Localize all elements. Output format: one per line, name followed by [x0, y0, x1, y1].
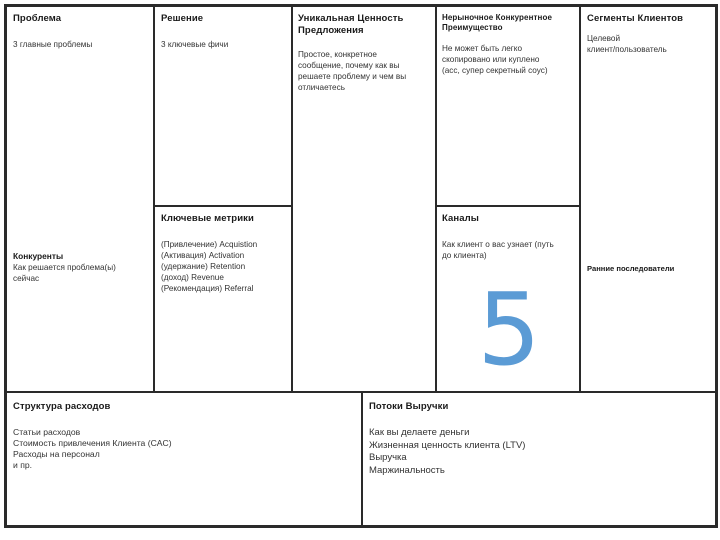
unfair-advantage-block [436, 6, 580, 206]
key-metrics-block [154, 206, 292, 392]
uvp-text: Простое, конкретное сообщение, почему как вы решаете проблему и чем вы отличаетесь [298, 50, 407, 92]
uvp-block [292, 6, 436, 392]
problem-title: Проблема [13, 13, 62, 24]
cost-structure-text: Статьи расходов Стоимость привлечения Клиента (CAC) Расходы на персонал и пр. [13, 427, 172, 470]
channels-title: Каналы [442, 213, 479, 224]
solution-text: 3 ключевые фичи [161, 40, 229, 49]
cost-structure-block [6, 392, 362, 526]
unfair-advantage-title: Нерыночное Конкурентное Преимущество [442, 13, 553, 32]
customer-segments-title: Сегменты Клиентов [587, 13, 684, 24]
revenue-streams-text: Как вы делаете деньги Жизненная ценность клиента (LTV) Выручка Маржинальность [369, 427, 526, 476]
solution-block [154, 6, 292, 206]
channels-text: Как клиент о вас узнает (путь до клиента) [442, 240, 554, 260]
revenue-streams-title: Потоки Выручки [369, 401, 449, 412]
slide-number-overlay: 5 [477, 271, 541, 388]
customer-segments-block [580, 6, 716, 392]
uvp-title: Уникальная Ценность Предложения [298, 13, 404, 36]
alternatives-text: Как решается проблема(ы) сейчас [13, 263, 116, 283]
alternatives-title: Конкуренты [13, 251, 64, 261]
solution-title: Решение [161, 13, 204, 24]
key-metrics-title: Ключевые метрики [161, 213, 254, 224]
revenue-streams-block [362, 392, 716, 526]
problem-block [6, 6, 154, 392]
key-metrics-text: (Привлечение) Acquistion (Активация) Activation (удержание) Retention (доход) Revenue (Рекомендация) Referral [161, 240, 258, 293]
problem-text: 3 главные проблемы [13, 40, 93, 49]
early-adopters-title: Ранние последователи [587, 264, 675, 273]
unfair-advantage-text: Не может быть легко скопировано или куплено (acc, супер секретный соус) [442, 44, 548, 75]
customer-segments-text: Целевой клиент/пользователь [587, 34, 667, 54]
cost-structure-title: Структура расходов [13, 401, 111, 412]
lean-canvas [4, 4, 718, 528]
